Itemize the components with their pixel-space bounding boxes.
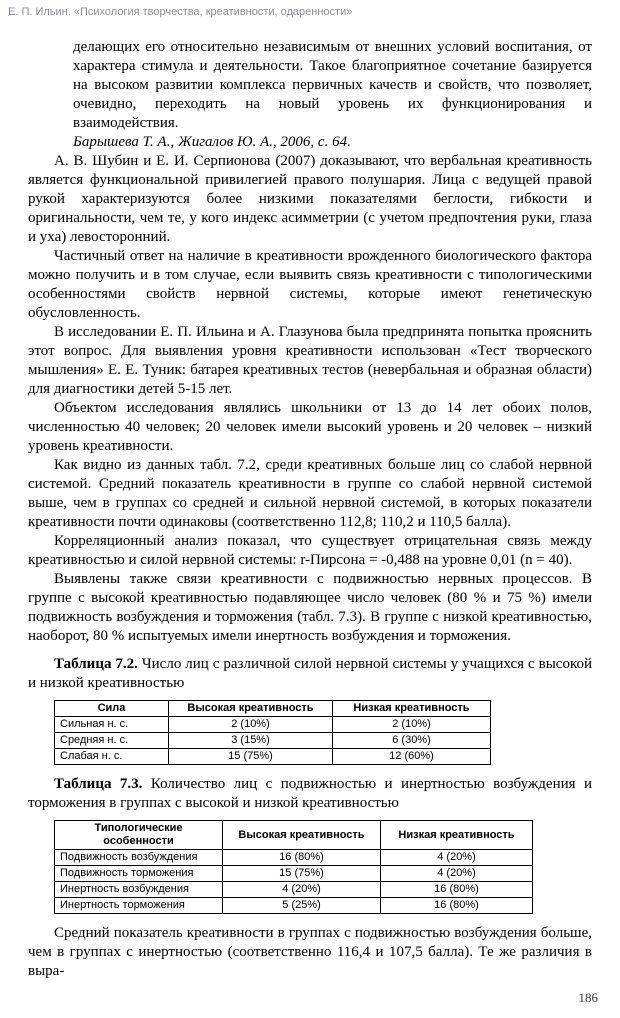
- running-header: Е. П. Ильин. «Психология творчества, креативности, одаренности»: [8, 6, 353, 18]
- table-7-2-caption: [28, 655, 592, 693]
- table-cell: 16 (80%): [381, 898, 533, 914]
- table-row: [55, 749, 491, 765]
- table-cell: 4 (20%): [223, 882, 381, 898]
- table-7-2-caption-text: Число лиц с различной силой нервной системы у учащихся с высокой и низкой креативностью: [28, 656, 592, 691]
- table-cell: 12 (60%): [333, 749, 491, 765]
- table-cell: Средняя н. с.: [55, 733, 169, 749]
- table-header-cell: Низкая креативность: [381, 821, 533, 850]
- table-header-cell: Сила: [55, 701, 169, 717]
- table-row: [55, 850, 533, 866]
- table-7-3-caption-text: Количество лиц с подвижностью и инертностью возбуждения и торможения в группах с высокой и низкой креативностью: [28, 776, 592, 811]
- table-cell: 4 (20%): [381, 866, 533, 882]
- table-row: [55, 733, 491, 749]
- table-7-3: [54, 820, 533, 914]
- body-paragraph: Частичный ответ на наличие в креативности врожденного биологического фактора можно получить и в том случае, если выявить связь креативности с типологическими особенностями свойств нервной системы, которые имеют генетическую обусловленность.: [28, 248, 592, 321]
- body-paragraph: В исследовании Е. П. Ильина и А. Глазунова была предпринята попытка прояснить этот вопрос. Для выявления уровня креативности использован «Тест творческого мышления» Е. Е. Туник: батарея креативных тестов (невербальная и образная области) для диагностики детей 5-15 лет.: [28, 324, 592, 397]
- table-7-2-caption-label: Таблица 7.2.: [54, 656, 138, 672]
- table-header-cell: Типологические особенности: [55, 821, 223, 850]
- table-row: [55, 821, 533, 850]
- table-cell: Подвижность возбуждения: [55, 850, 223, 866]
- body-paragraph: А. В. Шубин и Е. И. Серпионова (2007) доказывают, что вербальная креативность является функциональной привилегией правого полушария. Лица с ведущей правой рукой характеризуются более низкими показателями беглости, гибкости и оригинальности, чем те, у кого индекс асимметрии (с учетом предпочтения руки, глаза и уха) левосторонний.: [28, 153, 592, 245]
- table-7-2: [54, 700, 491, 765]
- table-header-cell: Высокая креативность: [223, 821, 381, 850]
- body-paragraph: Корреляционный анализ показал, что существует отрицательная связь между креативностью и силой нервной системы: r-Пирсона = -0,488 на уровне 0,01 (n = 40).: [28, 533, 592, 568]
- closing-paragraph: Средний показатель креативности в группах с подвижностью возбуждения больше, чем в группах с инертностью (соответственно 116,4 и 107,5 балла). Те же различия в выра-: [28, 925, 592, 979]
- table-row: [55, 882, 533, 898]
- table-row: [55, 898, 533, 914]
- body-paragraph: Как видно из данных табл. 7.2, среди креативных больше лиц со слабой нервной системой. Средний показатель креативности в группе со слабой нервной системой выше, чем в группах со средней и сильной нервной системой, в которых показатели креативности почти одинаковы (соответственно 112,8; 110,2 и 110,5 балла).: [28, 457, 592, 530]
- table-cell: 15 (75%): [169, 749, 333, 765]
- table-cell: 5 (25%): [223, 898, 381, 914]
- table-row: [55, 701, 491, 717]
- table-cell: Подвижность торможения: [55, 866, 223, 882]
- body-paragraph: Выявлены также связи креативности с подвижностью нервных процессов. В группе с высокой креативностью подавляющее число человек (80 % и 75 %) имели подвижность возбуждения и торможения (табл. 7.3). В группе с низкой креативностью, наоборот, 80 % испытуемых имели инертность возбуждения и торможения.: [28, 571, 592, 644]
- table-cell: Инертность возбуждения: [55, 882, 223, 898]
- table-7-3-caption: [28, 775, 592, 813]
- table-cell: Сильная н. с.: [55, 717, 169, 733]
- quote-block: [73, 38, 592, 152]
- table-cell: 4 (20%): [381, 850, 533, 866]
- table-cell: 6 (30%): [333, 733, 491, 749]
- quote-text: делающих его относительно независимым от внешних условий воспитания, от характера стимула и деятельности. Такое благоприятное сочетание базируется на высоком развитии комплекса первичных качеств и свойств, что позволяет, очевидно, переходить на новый уровень их функционирования и взаимодействия.: [73, 39, 592, 131]
- table-cell: 15 (75%): [223, 866, 381, 882]
- table-header-cell: Низкая креативность: [333, 701, 491, 717]
- table-header-cell: Высокая креативность: [169, 701, 333, 717]
- page-number: 186: [578, 990, 598, 1005]
- table-row: [55, 866, 533, 882]
- table-cell: 3 (15%): [169, 733, 333, 749]
- table-cell: 16 (80%): [381, 882, 533, 898]
- quote-attribution: Барышева Т. А., Жигалов Ю. А., 2006, с. 64.: [73, 134, 351, 150]
- table-cell: 16 (80%): [223, 850, 381, 866]
- table-cell: 2 (10%): [333, 717, 491, 733]
- table-cell: Инертность торможения: [55, 898, 223, 914]
- table-cell: Слабая н. с.: [55, 749, 169, 765]
- table-cell: 2 (10%): [169, 717, 333, 733]
- body-paragraph: Объектом исследования являлись школьники от 13 до 14 лет обоих полов, численностью 40 человек; 20 человек имели высокий уровень и 20 человек – низкий уровень креативности.: [28, 400, 592, 454]
- table-row: [55, 717, 491, 733]
- table-7-3-caption-label: Таблица 7.3.: [54, 776, 143, 792]
